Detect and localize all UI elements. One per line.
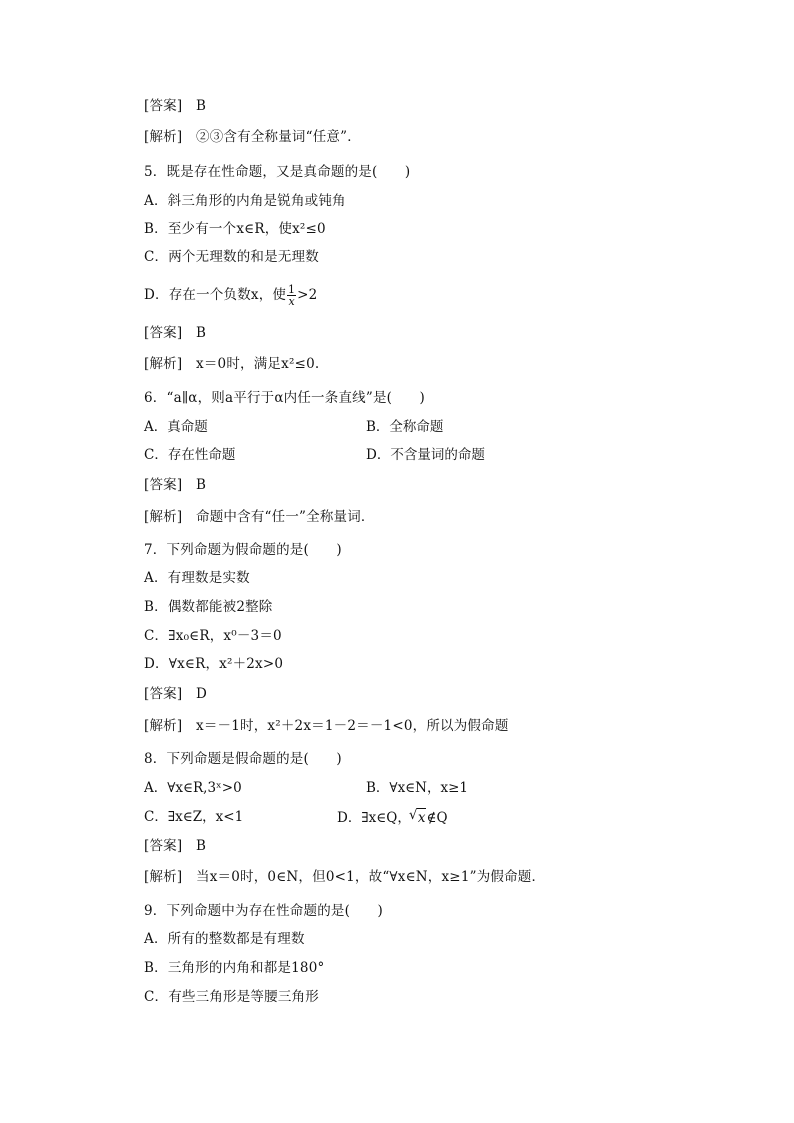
fraction-denominator: x bbox=[288, 295, 295, 308]
option-7d: D．∀x∈R，x²＋2x>0 bbox=[144, 656, 284, 672]
option-9b: B．三角形的内角和都是180° bbox=[144, 960, 325, 976]
option-5d bbox=[144, 284, 317, 307]
option-7c: C．∃x₀∈R，x⁰－3＝0 bbox=[144, 628, 282, 644]
option-7a: A．有理数是实数 bbox=[144, 570, 250, 586]
option-7b: B．偶数都能被2整除 bbox=[144, 599, 273, 615]
answer-line: [答案] B bbox=[144, 838, 207, 854]
analysis-line: [解析] ②③含有全称量词“任意”． bbox=[144, 129, 361, 145]
question-9: 9．下列命题中为存在性命题的是( ) bbox=[144, 903, 383, 919]
answer-line: [答案] B bbox=[144, 98, 207, 114]
question-8: 8．下列命题是假命题的是( ) bbox=[144, 751, 342, 767]
question-6: 6．“a∥α，则a平行于α内任一条直线”是( ) bbox=[144, 390, 425, 406]
fraction-numerator: 1 bbox=[288, 283, 296, 296]
analysis-line: [解析] x＝0时，满足x²≤0. bbox=[144, 356, 320, 372]
option-6b: B．全称命题 bbox=[366, 419, 444, 435]
option-5d-prefix: D．存在一个负数x，使 bbox=[144, 287, 287, 303]
sqrt-expression: √ x bbox=[417, 808, 427, 827]
analysis-line: [解析] 当x＝0时，0∈N，但0<1，故“∀x∈N，x≥1”为假命题． bbox=[144, 869, 546, 885]
option-8d-suffix: ∉Q bbox=[426, 810, 448, 826]
answer-line: [答案] B bbox=[144, 477, 207, 493]
option-5d-suffix: >2 bbox=[297, 287, 318, 303]
answer-line: [答案] B bbox=[144, 325, 207, 341]
option-9a: A．所有的整数都是有理数 bbox=[144, 931, 305, 947]
option-5c: C．两个无理数的和是无理数 bbox=[144, 249, 319, 265]
option-8d bbox=[337, 808, 448, 827]
answer-line: [答案] D bbox=[144, 686, 208, 702]
option-6c: C．存在性命题 bbox=[144, 447, 236, 463]
option-8a: A．∀x∈R,3ˣ>0 bbox=[144, 780, 242, 796]
option-9c: C．有些三角形是等腰三角形 bbox=[144, 989, 319, 1005]
option-6d: D．不含量词的命题 bbox=[366, 447, 485, 463]
option-5b: B．至少有一个x∈R，使x²≤0 bbox=[144, 221, 326, 237]
option-6a: A．真命题 bbox=[144, 419, 208, 435]
question-5: 5．既是存在性命题，又是真命题的是( ) bbox=[144, 164, 411, 180]
option-8b: B．∀x∈N，x≥1 bbox=[366, 780, 469, 796]
option-5a: A．斜三角形的内角是锐角或钝角 bbox=[144, 193, 346, 209]
analysis-line: [解析] 命题中含有“任一”全称量词． bbox=[144, 509, 375, 525]
analysis-line: [解析] x＝－1时，x²＋2x＝1－2＝－1<0，所以为假命题 bbox=[144, 718, 509, 734]
fraction bbox=[287, 284, 296, 307]
option-8d-prefix: D．∃x∈Q， bbox=[337, 810, 411, 826]
option-8c: C．∃x∈Z，x<1 bbox=[144, 809, 244, 825]
question-7: 7．下列命题为假命题的是( ) bbox=[144, 542, 342, 558]
